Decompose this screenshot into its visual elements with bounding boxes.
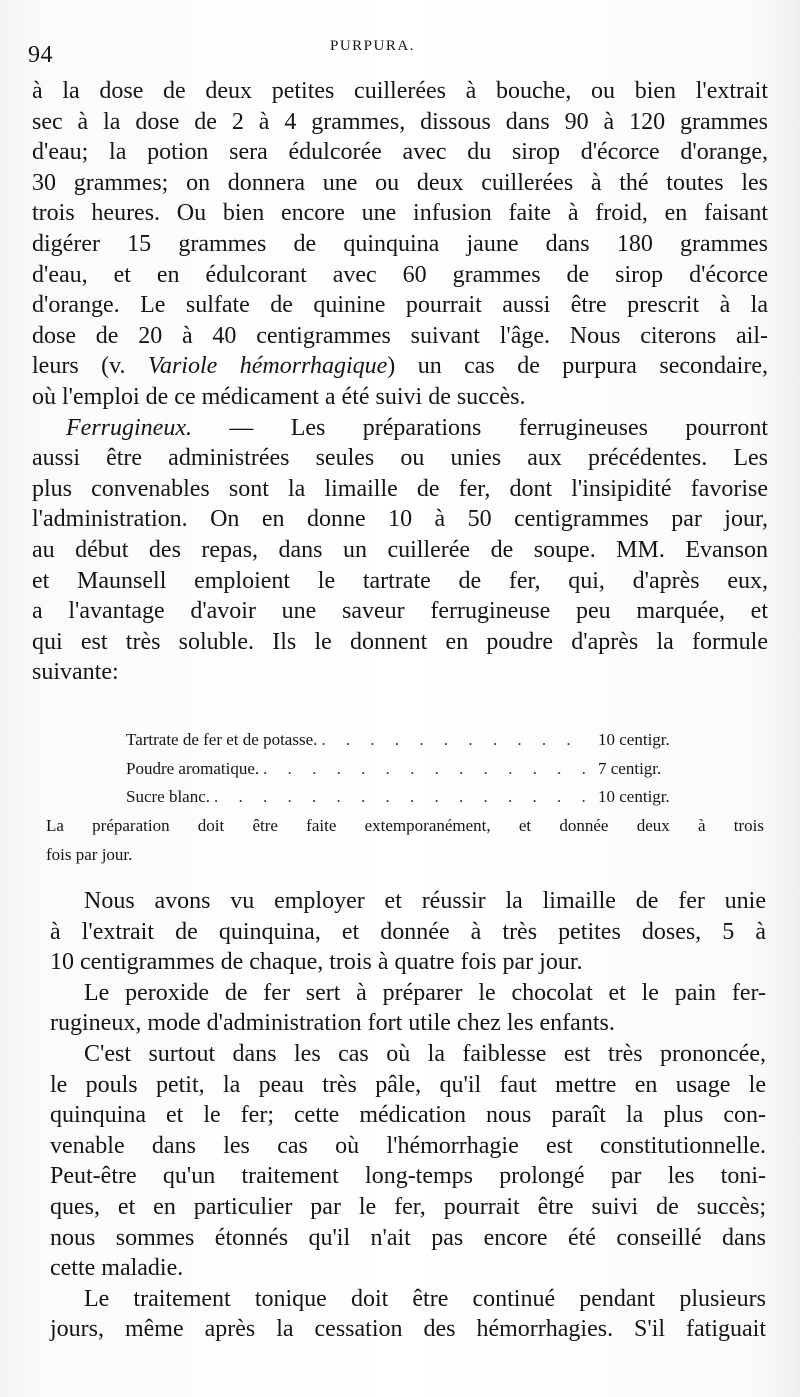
paragraph-ferrugineux — [32, 413, 768, 688]
text-line: qui est très soluble. Ils le donnent en poudre d'après la formule — [32, 628, 768, 655]
text-line: suivante: — [32, 659, 119, 686]
text-line: C'est surtout dans les cas où la faiblesse est très prononcée, — [84, 1040, 766, 1067]
main-text-block — [32, 76, 768, 688]
text-line: Le peroxide de fer sert à préparer le chocolat et le pain fer- — [84, 979, 766, 1006]
text-line — [32, 413, 768, 444]
dot-leader — [317, 726, 590, 755]
text-line: La préparation doit être faite extemporanément, et donnée deux à trois — [46, 816, 764, 835]
text-line: l'administration. On en donne 10 à 50 centigrammes par jour, — [32, 506, 768, 533]
text-line: dose de 20 à 40 centigrammes suivant l'âge. Nous citerons ail- — [32, 322, 768, 349]
paragraph-limaille — [50, 886, 766, 978]
text-fragment: ) un cas de purpura secondaire, — [387, 353, 768, 380]
text-line: plus convenables sont la limaille de fer, dont l'insipidité favorise — [32, 475, 768, 502]
text-line: au début des repas, dans un cuillerée de soupe. MM. Evanson — [32, 536, 768, 563]
page-header — [28, 38, 768, 72]
text-line: nous sommes étonnés qu'il n'ait pas encore été conseillé dans — [50, 1224, 766, 1251]
ingredient-name: Tartrate de fer et de potasse. — [126, 730, 318, 749]
text-line: jours, même après la cessation des hémorrhagies. S'il fatiguait — [50, 1316, 766, 1343]
text-line: d'eau; la potion sera édulcorée avec du sirop d'écorce d'orange, — [32, 139, 768, 166]
text-line: et Maunsell emploient le tartrate de fer, qui, d'après eux, — [32, 567, 768, 594]
cross-reference: Variole hémorrhagique — [147, 353, 388, 380]
text-line: quinquina et le fer; cette médication nous paraît la plus con- — [50, 1102, 766, 1129]
ingredient-dose: 10 centigr. — [598, 730, 670, 749]
text-line: 30 grammes; on donnera une ou deux cuillerées à thé toutes les — [32, 169, 768, 196]
text-line: à l'extrait de quinquina, et donnée à très petites doses, 5 à — [50, 918, 766, 945]
paragraph-quinquina — [32, 76, 768, 413]
text-line: a l'avantage d'avoir une saveur ferrugineuse peu marquée, et — [32, 598, 768, 625]
text-line: le pouls petit, la peau très pâle, qu'il faut mettre en usage le — [50, 1071, 766, 1098]
paragraph-traitement — [50, 1284, 766, 1345]
text-line: à la dose de deux petites cuillerées à bouche, ou bien l'extrait — [32, 78, 768, 104]
ingredient-name: Sucre blanc. — [126, 787, 211, 806]
section-lead: Ferrugineux. — [66, 414, 192, 441]
text-line: Nous avons vu employer et réussir la limaille de fer unie — [84, 888, 766, 914]
text-line: d'eau, et en édulcorant avec 60 grammes de sirop d'écorce — [32, 261, 768, 288]
text-line: digérer 15 grammes de quinquina jaune dans 180 grammes — [32, 230, 768, 257]
text-line: fois par jour. — [46, 844, 133, 864]
text-line: Le traitement tonique doit être continué pendant plusieurs — [84, 1285, 766, 1312]
text-line: rugineux, mode d'administration fort utile chez les enfants. — [50, 1010, 615, 1037]
prescription-formula — [126, 726, 694, 812]
text-line: aussi être administrées seules ou unies aux précédentes. Les — [32, 445, 768, 472]
text-line: venable dans les cas où l'hémorrhagie est constitutionnelle. — [50, 1132, 766, 1159]
ingredient-name: Poudre aromatique. — [126, 758, 260, 778]
text-line: 10 centigrammes de chaque, trois à quatre fois par jour. — [50, 949, 583, 976]
text-line: où l'emploi de ce médicament a été suivi de succès. — [32, 383, 526, 410]
text-line: d'orange. Le sulfate de quinine pourrait aussi être prescrit à la — [32, 292, 768, 319]
text-line: trois heures. Ou bien encore une infusion faite à froid, en faisant — [32, 200, 768, 227]
lower-text-block — [50, 886, 766, 1345]
text-line: ques, et en particulier par le fer, pourrait être suivi de succès; — [50, 1193, 766, 1220]
ingredient-dose: 10 centigr. — [598, 787, 670, 806]
text-line: sec à la dose de 2 à 4 grammes, dissous dans 90 à 120 grammes — [32, 108, 768, 135]
text-fragment: leurs (v. — [32, 353, 148, 380]
formula-row — [126, 783, 694, 812]
text-line-with-reference — [32, 351, 768, 382]
text-fragment: — Les préparations ferrugineuses pourront — [191, 414, 768, 441]
paragraph-peroxide — [50, 978, 766, 1039]
text-line: Peut-être qu'un traitement long-temps prolongé par les toni- — [50, 1163, 766, 1190]
page-number: 94 — [28, 42, 53, 68]
formula-note — [46, 812, 764, 869]
dot-leader — [210, 783, 590, 812]
text-line: cette maladie. — [50, 1255, 184, 1282]
formula-row — [126, 726, 694, 755]
paragraph-faiblesse — [50, 1039, 766, 1284]
dot-leader — [259, 755, 590, 784]
formula-row — [126, 755, 694, 784]
ingredient-dose: 7 centigr. — [598, 758, 662, 778]
running-title: PURPURA. — [330, 38, 415, 54]
